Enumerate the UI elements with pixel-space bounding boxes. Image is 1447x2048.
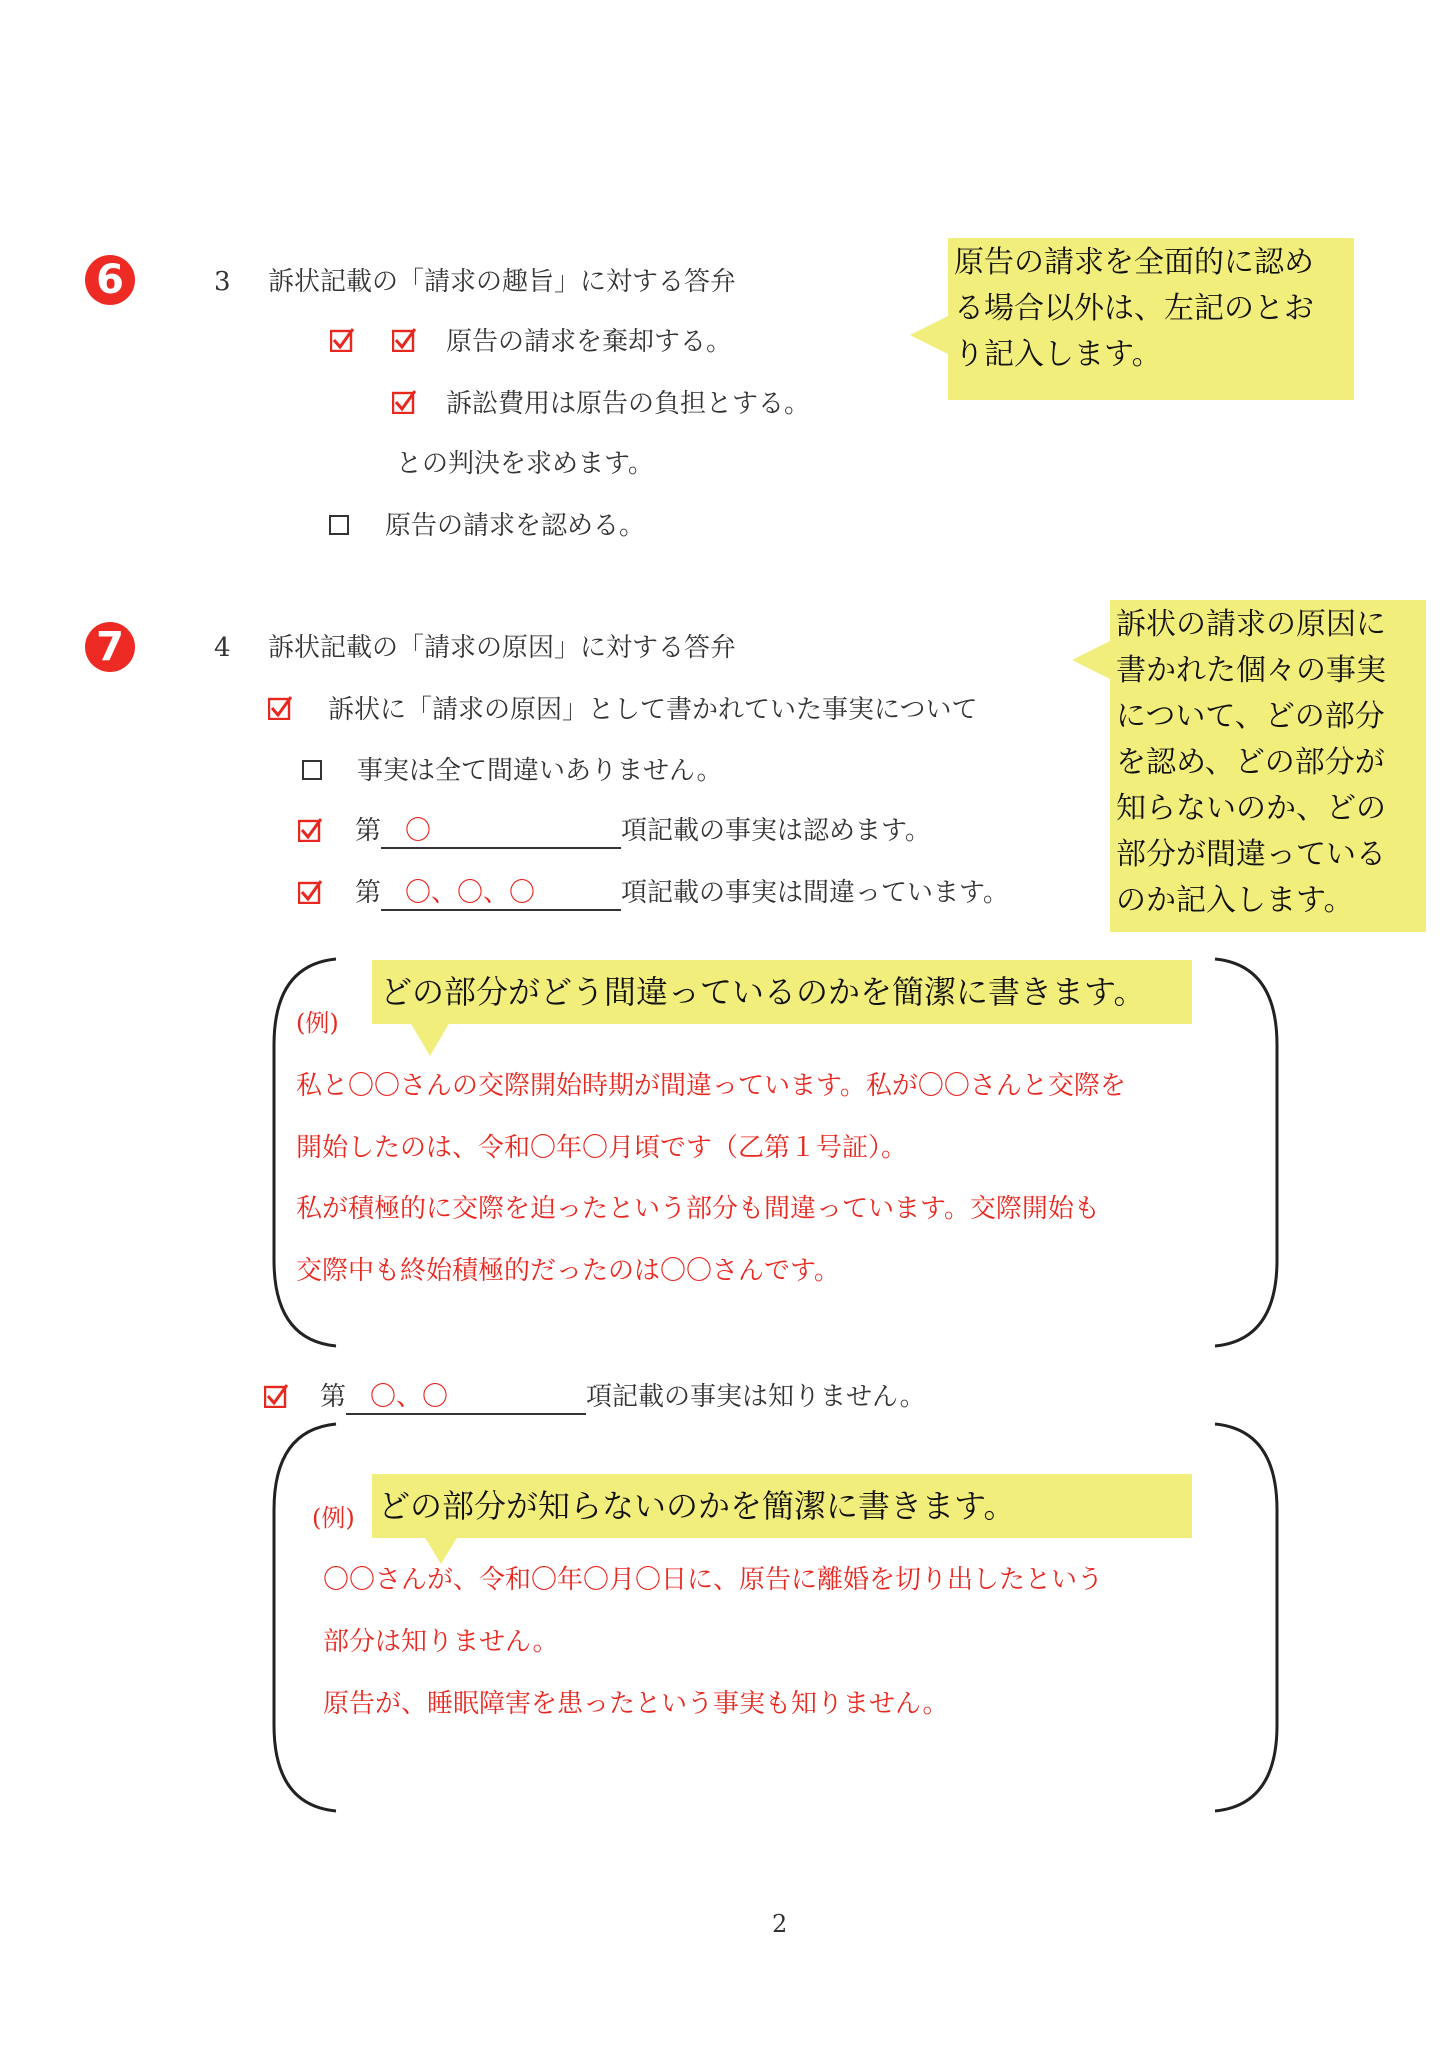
wrong-item-value: 〇、〇、〇 <box>405 878 536 908</box>
example-1-line: 交際中も終始積極的だったのは〇〇さんです。 <box>296 1256 840 1286</box>
dismiss-claim-text: 原告の請求を棄却する。 <box>446 327 733 357</box>
wrong-facts-checkbox[interactable] <box>298 880 322 904</box>
example-2-line: 〇〇さんが、令和〇年〇月〇日に、原告に離婚を切り出したという <box>323 1565 1104 1595</box>
admit-facts-line <box>355 815 931 849</box>
unknown-item-field[interactable] <box>346 1381 586 1415</box>
note-2-pointer <box>1072 640 1112 680</box>
example-1-label: (例) <box>296 1009 339 1037</box>
all-correct-text: 事実は全て間違いありません。 <box>357 756 723 786</box>
note-2-line: 訴状の請求の原因に <box>1116 607 1386 642</box>
example-2-line: 部分は知りません。 <box>323 1627 559 1657</box>
judgment-request-text: との判決を求めます。 <box>396 449 654 479</box>
example-1-line: 私が積極的に交際を迫ったという部分も間違っています。交際開始も <box>296 1194 1100 1224</box>
dismiss-group-checkbox[interactable] <box>330 328 354 352</box>
note-2-line: 書かれた個々の事実 <box>1116 653 1386 688</box>
admit-item-value: 〇 <box>405 816 432 846</box>
example-1-line: 開始したのは、令和〇年〇月頃です（乙第１号証）。 <box>296 1133 908 1163</box>
unknown-item-value: 〇、〇 <box>370 1382 449 1412</box>
costs-checkbox[interactable] <box>392 390 416 414</box>
note-answer-to-facts <box>1110 600 1426 932</box>
section-3-heading: 訴状記載の「請求の趣旨」に対する答弁 <box>268 267 737 297</box>
wrong-item-field[interactable] <box>381 877 621 911</box>
admit-facts-checkbox[interactable] <box>298 818 322 842</box>
example-2-bracket-left <box>266 1420 346 1815</box>
all-correct-checkbox[interactable] <box>302 760 322 780</box>
note-2-line: 部分が間違っている <box>1116 837 1386 872</box>
example-2-line: 原告が、睡眠障害を患ったという事実も知りません。 <box>323 1689 949 1719</box>
wrong-suffix: 項記載の事実は間違っています。 <box>621 878 1009 908</box>
example-1-callout-pointer <box>410 1022 450 1056</box>
example-1-line: 私と〇〇さんの交際開始時期が間違っています。私が〇〇さんと交際を <box>296 1071 1126 1101</box>
section-4-number: 4 <box>214 633 231 663</box>
example-1-bracket-right <box>1205 955 1285 1350</box>
note-1-line: る場合以外は、左記のとお <box>954 291 1314 326</box>
step-6-badge: 6 <box>85 255 135 305</box>
item-prefix: 第 <box>355 816 382 846</box>
note-1-line: 原告の請求を全面的に認め <box>954 245 1314 280</box>
item-prefix: 第 <box>320 1382 347 1412</box>
facts-checkbox[interactable] <box>268 696 292 720</box>
section-4-heading: 訴状記載の「請求の原因」に対する答弁 <box>268 633 737 663</box>
example-2-label: (例) <box>312 1504 355 1532</box>
unknown-facts-line <box>320 1381 926 1415</box>
litigation-costs-text: 訴訟費用は原告の負担とする。 <box>446 389 811 419</box>
unknown-suffix: 項記載の事実は知りません。 <box>586 1382 926 1412</box>
example-2-bracket-right <box>1205 1420 1285 1815</box>
wrong-facts-line <box>355 877 1009 911</box>
item-prefix: 第 <box>355 878 382 908</box>
admit-claim-checkbox[interactable] <box>329 515 349 535</box>
unknown-facts-checkbox[interactable] <box>264 1384 288 1408</box>
note-1-pointer <box>910 315 950 355</box>
admit-claim-text: 原告の請求を認める。 <box>385 511 646 541</box>
admit-suffix: 項記載の事実は認めます。 <box>621 816 931 846</box>
admit-item-field[interactable] <box>381 815 621 849</box>
note-2-line: 知らないのか、どの <box>1116 791 1386 826</box>
step-7-badge: 7 <box>85 622 135 672</box>
example-1-callout: どの部分がどう間違っているのかを簡潔に書きます。 <box>372 960 1192 1024</box>
page-number: 2 <box>772 1910 788 1938</box>
note-2-line: を認め、どの部分が <box>1116 745 1385 780</box>
example-2-callout: どの部分が知らないのかを簡潔に書きます。 <box>372 1474 1192 1538</box>
note-2-line: について、どの部分 <box>1116 699 1385 734</box>
example-2-callout-pointer <box>424 1536 458 1564</box>
note-answer-to-claim <box>948 238 1354 400</box>
note-1-line: り記入します。 <box>954 337 1162 372</box>
note-2-line: のか記入します。 <box>1116 883 1354 918</box>
facts-intro-text: 訴状に「請求の原因」として書かれていた事実について <box>328 695 978 725</box>
dismiss-checkbox[interactable] <box>392 328 416 352</box>
section-3-number: 3 <box>214 267 231 297</box>
